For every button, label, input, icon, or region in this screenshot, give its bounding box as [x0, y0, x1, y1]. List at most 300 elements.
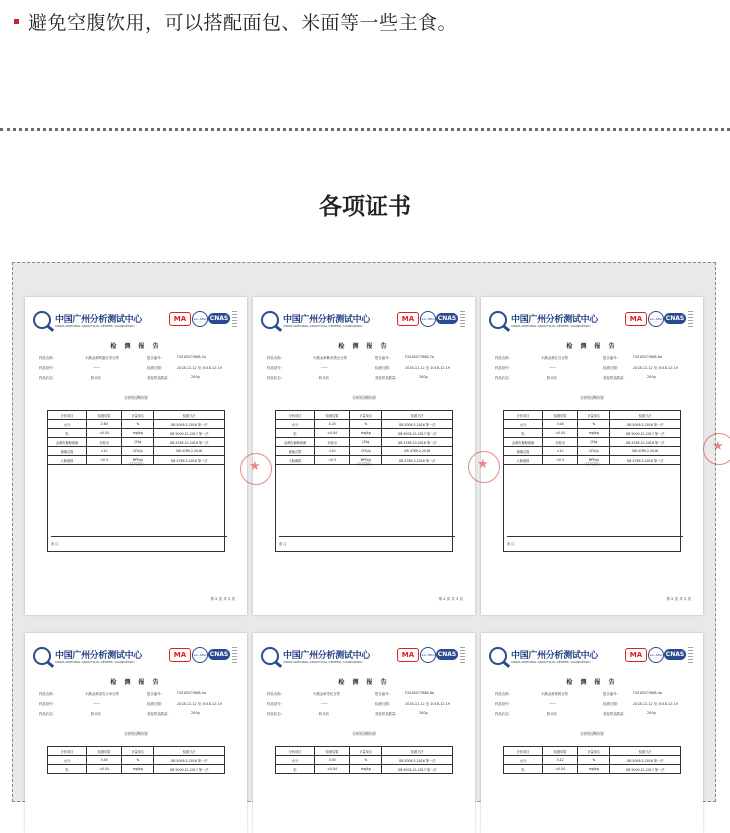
- col-header: 检测方法: [154, 411, 225, 420]
- report-no-label: 报告编号:: [375, 356, 390, 360]
- table-cell: GB 4789.10-2016 第一法: [382, 438, 453, 447]
- ma-mark-icon: MA: [397, 312, 419, 326]
- table-cell: %: [122, 756, 154, 765]
- results-table: [503, 410, 681, 465]
- table-cell: 铅: [504, 429, 543, 438]
- date-value: 2018-12-12 至 2018-12-19: [405, 366, 450, 370]
- table-cell: %: [578, 756, 610, 765]
- info-row: [39, 375, 235, 381]
- page-number: 第 2 页 共 3 页: [666, 597, 691, 601]
- table-cell: CFU/g: [350, 447, 382, 456]
- certificate-number-mark: [460, 647, 465, 663]
- certificate-card[interactable]: [25, 297, 247, 615]
- table-cell: GB 4789.3-2016 第一法: [610, 456, 681, 465]
- certificate-card[interactable]: [481, 633, 703, 833]
- cnas-mark-icon: CNAS: [209, 651, 229, 658]
- batch-value: ——: [321, 365, 328, 369]
- table-cell: 3.12: [542, 756, 577, 765]
- report-header: [33, 311, 239, 333]
- blank-note: （以下空白）: [582, 462, 602, 466]
- table-cell: GB 4789.3-2016 第一法: [154, 456, 225, 465]
- report-title: 检 测 报 告: [566, 679, 618, 686]
- date-value: 2018-12-12 至 2018-12-19: [633, 366, 678, 370]
- col-header: 计量单位: [578, 747, 610, 756]
- org-name: 中国广州分析测试中心: [511, 315, 599, 325]
- table-cell: 金黄色葡萄球菌: [276, 438, 315, 447]
- table-cell: mg/kg: [350, 765, 382, 774]
- report-title: 检 测 报 告: [566, 343, 618, 350]
- report-no: F2018077668-5a: [177, 691, 206, 695]
- report-no-label: 报告编号:: [375, 692, 390, 696]
- qty-label: 受检样品数量:: [147, 712, 169, 716]
- table-cell: <0.3: [542, 456, 577, 465]
- table-cell: GB 5009.12-2017 第一法: [382, 765, 453, 774]
- table-row: [48, 447, 225, 456]
- certificate-card[interactable]: [481, 297, 703, 615]
- dotted-divider: [0, 128, 730, 131]
- table-cell: 铅: [48, 765, 87, 774]
- table-cell: 金黄色葡萄球菌: [504, 438, 543, 447]
- table-header-row: [504, 747, 681, 756]
- sample-name: 小鹅金黄紫米黑豆豆浆: [313, 356, 347, 360]
- date-label: 检测日期:: [375, 366, 390, 370]
- batch-value: ——: [321, 701, 328, 705]
- ma-mark-icon: MA: [625, 312, 647, 326]
- table-cell: mg/kg: [578, 429, 610, 438]
- info-row: [39, 355, 235, 361]
- blank-note: （以下空白）: [354, 462, 374, 466]
- results-table: [275, 746, 453, 774]
- col-header: 检测方法: [382, 411, 453, 420]
- state-value: 粉末状: [547, 712, 558, 716]
- report-no: F2018077668-7a: [405, 355, 434, 359]
- table-cell: <0.04: [542, 765, 577, 774]
- results-title: 分析检测结果: [124, 731, 148, 736]
- table-cell: 菌落总数: [504, 447, 543, 456]
- col-header: 分析项目: [504, 411, 543, 420]
- batch-value: ——: [549, 365, 556, 369]
- table-cell: CFU/g: [122, 447, 154, 456]
- table-cell: <0.04: [86, 765, 121, 774]
- table-cell: GB 5009.12-2017 第一法: [610, 429, 681, 438]
- report-no: F2018077668-6a: [633, 355, 662, 359]
- state-label: 样品状态:: [39, 376, 54, 380]
- col-header: 分析项目: [48, 747, 87, 756]
- table-cell: %: [350, 420, 382, 429]
- table-row: [48, 420, 225, 429]
- table-header-row: [276, 411, 453, 420]
- report-title: 检 测 报 告: [110, 679, 162, 686]
- info-row: [495, 711, 691, 717]
- table-cell: <0.3: [86, 456, 121, 465]
- table-cell: GB 4789.2-2016: [382, 447, 453, 456]
- table-cell: GB 4789.10-2016 第一法: [610, 438, 681, 447]
- info-row: [267, 365, 463, 371]
- table-cell: %: [350, 756, 382, 765]
- table-row: [276, 756, 453, 765]
- table-row: [48, 429, 225, 438]
- date-label: 检测日期:: [375, 702, 390, 706]
- qty-value: 200g: [647, 711, 656, 715]
- table-cell: GB 5009.3-2016 第一法: [610, 756, 681, 765]
- results-table: [503, 746, 681, 774]
- report-header: [261, 311, 467, 333]
- col-header: 检测方法: [610, 747, 681, 756]
- table-cell: GB 4789.10-2016 第一法: [154, 438, 225, 447]
- table-cell: 大肠菌群: [48, 456, 87, 465]
- table-cell: 菌落总数: [48, 447, 87, 456]
- blank-area: [275, 459, 453, 552]
- table-cell: 未检出: [314, 438, 349, 447]
- table-cell: mg/kg: [122, 429, 154, 438]
- report-title: 检 测 报 告: [338, 679, 390, 686]
- results-title: 分析检测结果: [580, 731, 604, 736]
- org-name-en: CHINA NATIONAL ANALYTICAL CENTER, GUANGZHOU: [511, 324, 591, 328]
- certificate-number-mark: [688, 647, 693, 663]
- report-header: [489, 647, 695, 669]
- table-cell: 2.60: [86, 420, 121, 429]
- org-name-en: CHINA NATIONAL ANALYTICAL CENTER, GUANGZHOU: [55, 324, 135, 328]
- table-cell: /25g: [350, 438, 382, 447]
- report-no-label: 报告编号:: [603, 692, 618, 696]
- qty-label: 受检样品数量:: [603, 712, 625, 716]
- state-label: 样品状态:: [267, 376, 282, 380]
- table-cell: GB 4789.3-2016 第一法: [382, 456, 453, 465]
- date-value: 2018-12-12 至 2018-12-19: [177, 702, 222, 706]
- table-cell: 未检出: [542, 438, 577, 447]
- batch-label: 样品批号:: [39, 366, 54, 370]
- qty-label: 受检样品数量:: [375, 376, 397, 380]
- col-header: 检测方法: [382, 747, 453, 756]
- table-cell: 未检出: [86, 438, 121, 447]
- sample-name-label: 样品名称:: [495, 356, 510, 360]
- table-cell: 金黄色葡萄球菌: [48, 438, 87, 447]
- batch-label: 样品批号:: [495, 366, 510, 370]
- table-cell: <0.04: [542, 429, 577, 438]
- table-cell: /25g: [122, 438, 154, 447]
- state-label: 样品状态:: [39, 712, 54, 716]
- state-value: 粉末状: [547, 376, 558, 380]
- page-number: 第 2 页 共 3 页: [438, 597, 463, 601]
- info-row: [267, 355, 463, 361]
- org-name-en: CHINA NATIONAL ANALYTICAL CENTER, GUANGZHOU: [283, 324, 363, 328]
- org-name-en: CHINA NATIONAL ANALYTICAL CENTER, GUANGZHOU: [511, 660, 591, 664]
- center-logo-icon: [489, 647, 507, 665]
- ma-mark-icon: MA: [625, 648, 647, 662]
- report-no-label: 报告编号:: [147, 356, 162, 360]
- info-row: [267, 691, 463, 697]
- certificate-gallery: [12, 262, 716, 802]
- table-cell: 大肠菌群: [504, 456, 543, 465]
- org-name: 中国广州分析测试中心: [511, 651, 599, 661]
- table-cell: GB 5009.12-2017 第一法: [382, 429, 453, 438]
- inspection-seal-icon: [240, 453, 272, 485]
- center-logo-icon: [261, 311, 279, 329]
- table-row: [48, 765, 225, 774]
- table-cell: 水分: [276, 420, 315, 429]
- table-cell: 铅: [276, 765, 315, 774]
- cnas-mark-icon: CNAS: [437, 651, 457, 658]
- org-name-en: CHINA NATIONAL ANALYTICAL CENTER, GUANGZHOU: [283, 660, 363, 664]
- state-label: 样品状态:: [495, 376, 510, 380]
- info-row: [267, 711, 463, 717]
- cnas-mark-icon: CNAS: [437, 315, 457, 322]
- bullet-icon: [14, 19, 19, 24]
- table-cell: <0.3: [314, 456, 349, 465]
- sample-name-label: 样品名称:: [39, 692, 54, 696]
- table-row: [504, 765, 681, 774]
- certificate-card[interactable]: [25, 633, 247, 833]
- certificate-card[interactable]: [253, 633, 475, 833]
- table-cell: GB 5009.3-2016 第一法: [154, 420, 225, 429]
- results-table: [47, 410, 225, 465]
- state-value: 粉末状: [91, 712, 102, 716]
- table-cell: <0.04: [314, 765, 349, 774]
- table-row: [276, 447, 453, 456]
- qty-value: 200g: [419, 375, 428, 379]
- table-cell: %: [122, 420, 154, 429]
- qty-label: 受检样品数量:: [375, 712, 397, 716]
- table-cell: 3.00: [314, 756, 349, 765]
- table-cell: mg/kg: [350, 429, 382, 438]
- report-no: F2018077668-4a: [633, 691, 662, 695]
- table-cell: 铅: [504, 765, 543, 774]
- table-cell: 水分: [504, 756, 543, 765]
- table-row: [276, 765, 453, 774]
- cnas-mark-icon: CNAS: [665, 651, 685, 658]
- certificate-number-mark: [688, 311, 693, 327]
- table-row: [276, 429, 453, 438]
- col-header: 分析项目: [504, 747, 543, 756]
- state-value: 粉末状: [91, 376, 102, 380]
- cnas-mark-icon: CNAS: [209, 315, 229, 322]
- ilac-mark-icon: ilac-MRA: [420, 647, 436, 663]
- certificate-number-mark: [232, 311, 237, 327]
- blank-area: [503, 459, 681, 552]
- col-header: 计量单位: [578, 411, 610, 420]
- ilac-mark-icon: ilac-MRA: [192, 647, 208, 663]
- qty-value: 200g: [191, 711, 200, 715]
- batch-value: ——: [93, 365, 100, 369]
- inspection-seal-icon: [703, 433, 730, 465]
- page-number: 第 2 页 共 3 页: [210, 597, 235, 601]
- certificate-number-mark: [232, 647, 237, 663]
- table-cell: /25g: [578, 438, 610, 447]
- results-title: 分析检测结果: [352, 395, 376, 400]
- table-cell: 4.25: [314, 420, 349, 429]
- state-label: 样品状态:: [495, 712, 510, 716]
- table-cell: %: [578, 420, 610, 429]
- ma-mark-icon: MA: [397, 648, 419, 662]
- ilac-mark-icon: ilac-MRA: [648, 647, 664, 663]
- table-header-row: [48, 411, 225, 420]
- table-cell: GB 4789.2-2016: [610, 447, 681, 456]
- ma-mark-icon: MA: [169, 648, 191, 662]
- intro-line: [14, 8, 457, 35]
- sample-name-label: 样品名称:: [39, 356, 54, 360]
- table-row: [504, 420, 681, 429]
- table-cell: 3.45: [86, 756, 121, 765]
- section-title: 各项证书: [319, 194, 411, 220]
- sample-name: 小鹅金黄南瓜小米豆浆: [85, 692, 119, 696]
- table-cell: <10: [314, 447, 349, 456]
- org-name: 中国广州分析测试中心: [55, 651, 143, 661]
- center-logo-icon: [261, 647, 279, 665]
- remarks-label: 备 注: [51, 536, 227, 551]
- info-row: [495, 365, 691, 371]
- table-header-row: [504, 411, 681, 420]
- info-row: [495, 701, 691, 707]
- info-row: [495, 691, 691, 697]
- date-value: 2018-12-12 至 2018-12-19: [405, 702, 450, 706]
- results-table: [47, 746, 225, 774]
- table-cell: GB 4789.2-2016: [154, 447, 225, 456]
- table-row: [504, 438, 681, 447]
- state-label: 样品状态:: [267, 712, 282, 716]
- table-cell: <0.04: [314, 429, 349, 438]
- intro-text: 避免空腹饮用，可以搭配面包、米面等一些主食。: [28, 12, 458, 34]
- col-header: 分析项目: [276, 411, 315, 420]
- center-logo-icon: [33, 311, 51, 329]
- state-value: 粉末状: [319, 712, 330, 716]
- info-row: [495, 355, 691, 361]
- table-row: [48, 438, 225, 447]
- center-logo-icon: [33, 647, 51, 665]
- blank-note: （以下空白）: [126, 462, 146, 466]
- sample-name: 小鹅金黄红豆豆浆: [541, 356, 569, 360]
- certificate-number-mark: [460, 311, 465, 327]
- sample-name: 小鹅金黄核桃豆浆: [541, 692, 569, 696]
- table-row: [276, 438, 453, 447]
- batch-value: ——: [93, 701, 100, 705]
- table-cell: MPN/g: [122, 456, 154, 465]
- col-header: 分析项目: [48, 411, 87, 420]
- table-row: [504, 756, 681, 765]
- qty-label: 受检样品数量:: [603, 376, 625, 380]
- org-name: 中国广州分析测试中心: [283, 651, 371, 661]
- table-cell: GB 5009.12-2017 第一法: [154, 429, 225, 438]
- col-header: 计量单位: [122, 747, 154, 756]
- info-row: [39, 701, 235, 707]
- table-header-row: [48, 747, 225, 756]
- org-name: 中国广州分析测试中心: [55, 315, 143, 325]
- date-label: 检测日期:: [603, 702, 618, 706]
- table-cell: 水分: [48, 420, 87, 429]
- sample-name-label: 样品名称:: [267, 692, 282, 696]
- date-label: 检测日期:: [147, 702, 162, 706]
- table-cell: GB 5009.3-2016 第一法: [382, 756, 453, 765]
- info-row: [39, 365, 235, 371]
- report-no-label: 报告编号:: [147, 692, 162, 696]
- table-cell: CFU/g: [578, 447, 610, 456]
- info-row: [495, 375, 691, 381]
- col-header: 检测结果: [86, 747, 121, 756]
- date-value: 2018-12-12 至 2018-12-19: [177, 366, 222, 370]
- table-cell: MPN/g: [578, 456, 610, 465]
- table-cell: 铅: [48, 429, 87, 438]
- table-cell: 铅: [276, 429, 315, 438]
- batch-label: 样品批号:: [267, 366, 282, 370]
- col-header: 计量单位: [350, 747, 382, 756]
- table-cell: GB 5009.12-2017 第一法: [154, 765, 225, 774]
- col-header: 计量单位: [122, 411, 154, 420]
- batch-label: 样品批号:: [267, 702, 282, 706]
- ilac-mark-icon: ilac-MRA: [648, 311, 664, 327]
- center-logo-icon: [489, 311, 507, 329]
- state-value: 粉末状: [319, 376, 330, 380]
- col-header: 检测方法: [610, 411, 681, 420]
- info-row: [39, 711, 235, 717]
- date-value: 2018-12-12 至 2018-12-19: [633, 702, 678, 706]
- info-row: [39, 691, 235, 697]
- qty-value: 200g: [191, 375, 200, 379]
- report-no: F2018077668-2a: [177, 355, 206, 359]
- ma-mark-icon: MA: [169, 312, 191, 326]
- sample-name-label: 样品名称:: [267, 356, 282, 360]
- table-cell: 3.04: [542, 420, 577, 429]
- col-header: 检测结果: [314, 747, 349, 756]
- col-header: 分析项目: [276, 747, 315, 756]
- batch-label: 样品批号:: [495, 702, 510, 706]
- report-title: 检 测 报 告: [338, 343, 390, 350]
- ilac-mark-icon: ilac-MRA: [192, 311, 208, 327]
- table-cell: GB 5009.3-2016 第一法: [382, 420, 453, 429]
- batch-value: ——: [549, 701, 556, 705]
- report-header: [33, 647, 239, 669]
- qty-value: 200g: [647, 375, 656, 379]
- org-name: 中国广州分析测试中心: [283, 315, 371, 325]
- report-title: 检 测 报 告: [110, 343, 162, 350]
- table-cell: 大肠菌群: [276, 456, 315, 465]
- table-cell: 水分: [276, 756, 315, 765]
- sample-name-label: 样品名称:: [495, 692, 510, 696]
- certificate-card[interactable]: [253, 297, 475, 615]
- table-cell: <10: [86, 447, 121, 456]
- table-cell: mg/kg: [578, 765, 610, 774]
- col-header: 检测结果: [542, 747, 577, 756]
- org-name-en: CHINA NATIONAL ANALYTICAL CENTER, GUANGZHOU: [55, 660, 135, 664]
- batch-label: 样品批号:: [39, 702, 54, 706]
- table-cell: <10: [542, 447, 577, 456]
- table-row: [48, 756, 225, 765]
- table-cell: MPN/g: [350, 456, 382, 465]
- cnas-mark-icon: CNAS: [665, 315, 685, 322]
- table-row: [504, 429, 681, 438]
- table-cell: GB 5009.3-2016 第一法: [610, 420, 681, 429]
- info-row: [267, 375, 463, 381]
- info-row: [267, 701, 463, 707]
- report-no-label: 报告编号:: [603, 356, 618, 360]
- results-title: 分析检测结果: [580, 395, 604, 400]
- report-header: [489, 311, 695, 333]
- col-header: 检测结果: [314, 411, 349, 420]
- table-cell: mg/kg: [122, 765, 154, 774]
- date-label: 检测日期:: [603, 366, 618, 370]
- col-header: 计量单位: [350, 411, 382, 420]
- table-cell: 水分: [504, 420, 543, 429]
- date-label: 检测日期:: [147, 366, 162, 370]
- remarks-label: 备 注: [279, 536, 455, 551]
- table-cell: <0.04: [86, 429, 121, 438]
- ilac-mark-icon: ilac-MRA: [420, 311, 436, 327]
- col-header: 检测结果: [86, 411, 121, 420]
- results-title: 分析检测结果: [124, 395, 148, 400]
- table-row: [504, 447, 681, 456]
- qty-value: 200g: [419, 711, 428, 715]
- results-table: [275, 410, 453, 465]
- sample-name: 小鹅金黄枣杞豆浆: [313, 692, 341, 696]
- remarks-label: 备 注: [507, 536, 683, 551]
